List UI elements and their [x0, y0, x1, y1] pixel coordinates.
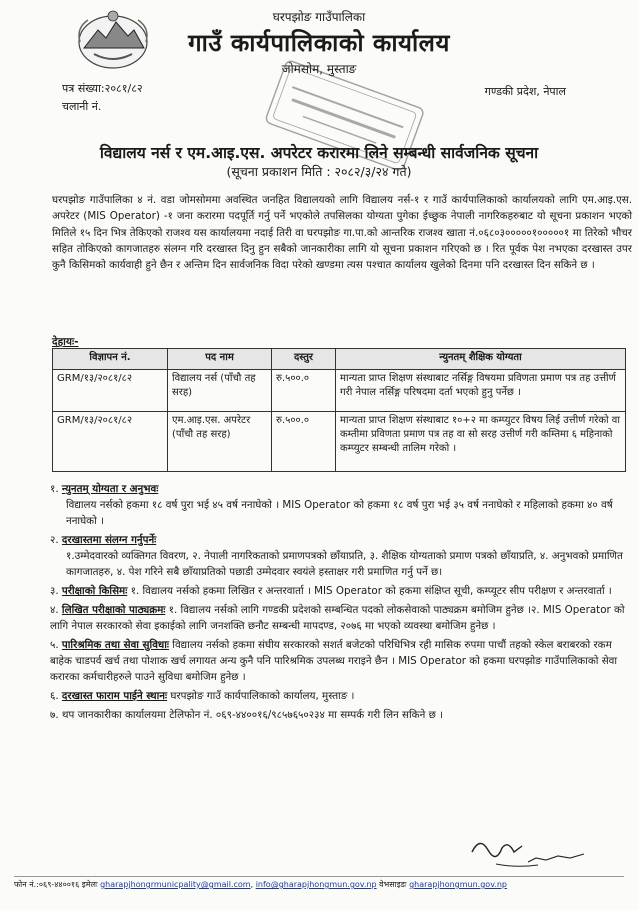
col-ad-no: विज्ञापन नं. [53, 349, 168, 370]
col-fee: दस्तुर [272, 349, 336, 370]
section-attachments [50, 532, 630, 580]
footer-website-label: वेभसाइडः [379, 880, 407, 889]
office-name: गाउँ कार्यपालिकाको कार्यालय [188, 29, 450, 57]
municipality-name: घरपझोङ गाउँपालिका [272, 10, 366, 24]
province-label: गण्डकी प्रदेश, नेपाल [484, 85, 566, 98]
section-text: विद्यालय नर्सको हकमा १८ वर्ष पुरा भई ४५ वर्ष ननाघेको । MIS Operator को हकमा १८ वर्ष पुरा भई ३५ वर्ष ननाघेको र महिलाको हकमा ४० वर्ष ननाघेको । [66, 499, 613, 527]
section-number: ५. [50, 639, 59, 651]
letter-number: पत्र संख्या:२०८१/८२ [62, 82, 143, 95]
fee-cell: रु.५००.० [272, 412, 336, 472]
section-form-location [50, 688, 630, 704]
footer-email-2[interactable]: info@gharapjhongmun.gov.np [255, 880, 377, 889]
section-number: २. [50, 534, 59, 546]
dispatch-number: चलानी नं. [62, 100, 102, 113]
ad-no-cell: GRM/१३/२०८१/८२ [53, 412, 168, 472]
section-heading: लिखित परीक्षाको पाठ्यक्रमः [61, 604, 166, 616]
section-heading: दरखास्त फाराम पाईने स्थानः [61, 690, 168, 702]
section-text: १. विद्यालय नर्सको लागि गण्डकी प्रदेशको सम्बन्धित पदको लोकसेवाको पाठ्यक्रम बमोजिम हुनेछ ।२. MIS Operator को लागि नेपाल सरकारको सेवा इकाईको लागि जनशक्ति छनौट सम्बन्धी मापदण्ड, २०७६ मा भएको व्यवस्था बमोजिम हुनेछ । [50, 604, 625, 632]
reference-block [62, 80, 143, 116]
section-number: ६. [50, 690, 59, 702]
handwritten-signature [466, 832, 606, 872]
section-syllabus [50, 602, 630, 634]
qualification-cell: मान्यता प्राप्त शिक्षण संस्थाबाट नर्सिङ्ग विषयमा प्रविणता प्रमाण पत्र तह उत्तीर्ण गरी नेपाल नर्सिङ्ग परिषदमा दर्ता भएको हुनु पर्नेछ । [336, 370, 626, 412]
ad-no-cell: GRM/१३/२०८१/८२ [53, 370, 168, 412]
table-row [53, 370, 626, 412]
post-cell: विद्यालय नर्स (पाँचौ तह सरह) [168, 370, 272, 412]
footer-divider [14, 876, 624, 877]
footer-website[interactable]: gharapjhongmun.gov.np [409, 880, 508, 889]
section-heading: न्युनतम् योग्यता र अनुभवः [61, 483, 159, 495]
section-exam-type [50, 583, 630, 599]
table-row [53, 412, 626, 472]
section-number: ४. [50, 604, 59, 616]
details-label: देहायः- [52, 336, 79, 348]
section-number: ३. [50, 585, 59, 597]
post-cell: एम.आइ.एस. अपरेटर (पाँचौ तह सरह) [168, 412, 272, 472]
section-heading: पारिश्रमिक तथा सेवा सुविधाः [61, 639, 169, 651]
notice-title: विद्यालय नर्स र एम.आइ.एस. अपरेटर करारमा लिने सम्बन्धी सार्वजनिक सूचना [99, 144, 539, 162]
fee-cell: रु.५००.० [272, 370, 336, 412]
qualification-cell: मान्यता प्राप्त शिक्षण संस्थाबाट १०+२ मा कम्प्युटर विषय लिई उत्तीर्ण गरेको वा कम्तीमा प्रविणता प्रमाण पत्र तह वा सो सरह उत्तीर्ण गरी कम्तिमा ६ महिनाको कम्प्युटर सम्बन्धी तालिम गरेको । [336, 412, 626, 472]
vacancy-table [52, 348, 626, 472]
publish-date: (सूचना प्रकाशन मिति : २०८२/३/२४ गते) [226, 164, 412, 179]
section-text: विद्यालय नर्सको हकमा संघीय सरकारको सशर्त बजेटको परिधिभित्र रही मासिक रुपमा पाचौं तहको स्केल बराबरको रकम बाहेक चाडपर्व खर्च तथा पोशाक खर्च लगायत अन्य कुनै पनि पारिश्रमिक उपलब्ध गराइने छैन । MIS Operator को हकमा घरपझोङ गाउँपालिकाको सेवा करारका कर्मचारीहरुले पाउने सुविधा बमोजिम हुनेछ । [50, 639, 618, 683]
section-number: १. [50, 483, 59, 495]
footer: फोन नं.:०६९-४४००१६ इमेलः gharapjhongrmunicpality@gmail.com, info@gharapjhongmun.gov.np वेभसाइडः gharapjhongmun.gov.np [14, 880, 508, 889]
col-post: पद नाम [168, 349, 272, 370]
col-qualification: न्युनतम् शैक्षिक योग्यता [336, 349, 626, 370]
footer-email-1[interactable]: gharapjhongrmunicpality@gmail.com [100, 880, 251, 889]
table-header-row [53, 349, 626, 370]
section-text: थप जानकारीका कार्यालयमा टेलिफोन नं. ०६९-४४००१६/९८५७६५०२३४ मा सम्पर्क गरी लिन सकिने छ । [61, 709, 443, 721]
notice-body: घरपझोङ गाउँपालिका ४ नं. वडा जोमसोममा अवस्थित जनहित विद्यालयको लागि विद्यालय नर्स-१ र गाउँ कार्यपालिकाको कार्यालयको लागि एम.आइ.एस. अपरेटर (MIS Operator) -१ जना करारमा पदपूर्ति गर्नु पर्ने भएकोले तपसिलका योग्यता पुगेका ईच्छुक नेपाली नागरिकहरुबाट यो सूचना प्रकाशन भएको मितिले १५ दिन भित्र तेकिएको राजश्व यस कार्यालयमा नदाई तिरी वा घरपझोङ गा.पा.को आन्तरिक राजश्व खाता नं.०६८०३०००००१०००००१ मा तिरेको भौचर सहित तोकिएको कागजातहरु संलग्न गरि दरखास्त दिनु हुन सबैको जानकारीका लागि यो सूचना प्रकाशन गरिएको छ । रित पूर्वक पेश नभएका दरखास्त उपर कुनै किसिमको कार्यवाही हुने छैन र अन्तिम दिन सार्वजनिक विदा परेको खण्डमा त्यस पश्चात कार्यालय खुलेको दिनमा पनि दरखास्त दिन सकिने छ । [52, 194, 632, 272]
footer-phone: फोन नं.:०६९-४४००१६ इमेलः [14, 880, 98, 889]
section-text: १. विद्यालय नर्सको हकमा लिखित र अन्तरवार्ता । MIS Operator को हकमा संक्षिप्त सूची, कम्प्यूटर सीप परीक्षण र अन्तरवार्ता । [130, 585, 612, 597]
section-text: घरपझोङ गाउँ कार्यपालिकाको कार्यालय, मुस्ताङ । [170, 690, 355, 702]
conditions-list [50, 481, 630, 726]
section-number: ७. [50, 709, 59, 721]
section-heading: दरखास्तमा संलग्न गर्नुपर्नेः [61, 534, 157, 546]
section-contact [50, 707, 630, 723]
section-remuneration [50, 637, 630, 685]
office-address: जोमसोम, मुस्ताङ [281, 62, 357, 76]
section-text: १.उम्मेदवारको व्यक्तिगत विवरण, २. नेपाली नागरिकताको प्रमाणपत्रको छाँयाप्रति, ३. शैक्षिक योग्यताको प्रमाण पत्रको छाँयाप्रति, ४. अनुभवको प्रमाणित कागजातहरु, ४. पेश गरिने सबै छाँयाप्रतिको पछाडी उम्मेदवार स्वयंले हस्ताक्षर गरी प्रमाणित गर्नु पर्ने छ। [66, 550, 623, 578]
section-eligibility [50, 481, 630, 529]
section-heading: परीक्षाको किसिमः [61, 585, 128, 597]
